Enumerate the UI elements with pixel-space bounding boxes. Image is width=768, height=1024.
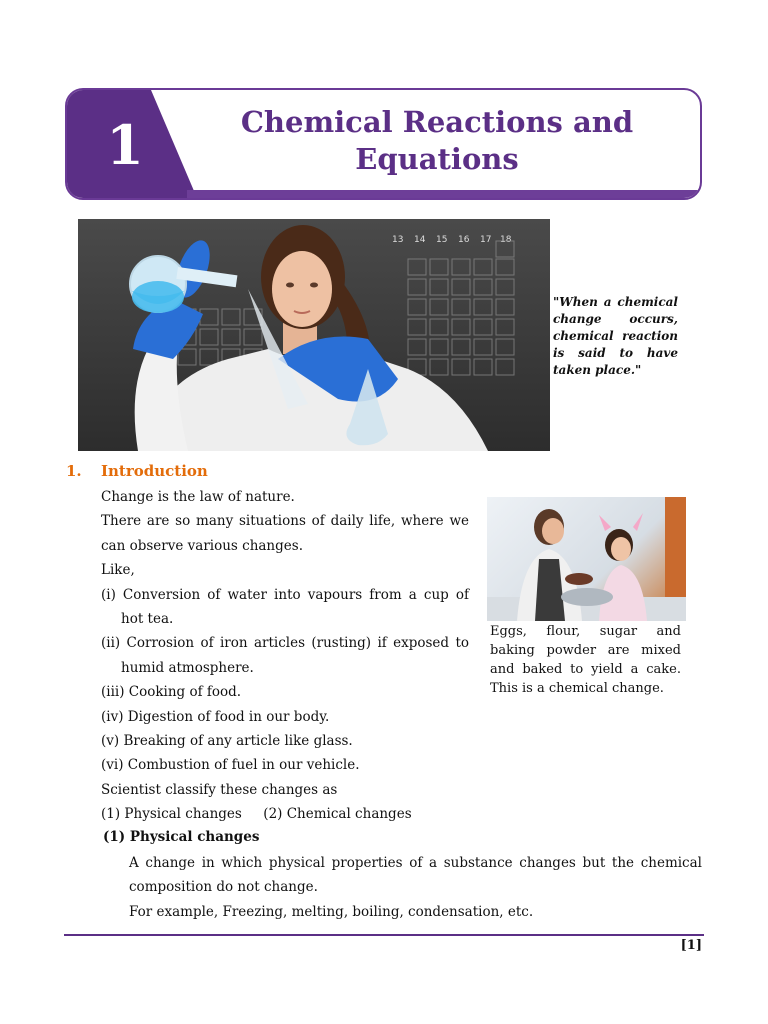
- intro-list-item: (iv) Digestion of food in our body.: [101, 708, 330, 725]
- table-number: 16: [458, 235, 470, 245]
- chapter-title-line1: Chemical Reactions and: [240, 105, 634, 139]
- table-number: 15: [436, 235, 448, 245]
- table-number: 13: [392, 235, 404, 245]
- page-number: [1]: [680, 938, 702, 953]
- chapter-number: 1: [106, 113, 144, 177]
- intro-list-item: (v) Breaking of any article like glass.: [101, 733, 353, 750]
- physical-changes-example: For example, Freezing, melting, boiling, condensation, etc.: [129, 903, 534, 920]
- intro-list-item: (vi) Combustion of fuel in our vehicle.: [101, 757, 360, 774]
- physical-changes-text: [129, 851, 702, 924]
- chemist-photo: [78, 219, 550, 451]
- physical-changes-heading: (1) Physical changes: [103, 829, 260, 845]
- intro-line: Like,: [101, 562, 135, 579]
- chemist-illustration: [78, 219, 550, 451]
- section-title: Introduction: [101, 462, 208, 480]
- table-number: 17: [480, 235, 492, 245]
- intro-line: Scientist classify these changes as: [101, 781, 338, 798]
- intro-list-item: (iii) Cooking of food.: [101, 684, 242, 701]
- banner-strip: [187, 190, 702, 198]
- footer-rule: [64, 934, 704, 936]
- intro-text: [101, 485, 469, 827]
- intro-line: Change is the law of nature.: [101, 489, 295, 505]
- physical-changes-definition: A change in which physical properties of a substance changes but the chemical composition do not change.: [129, 855, 702, 896]
- intro-list-item: (i) Conversion of water into vapours from a cup of hot tea.: [101, 586, 469, 628]
- baking-photo: [487, 497, 686, 621]
- baking-caption: Eggs, flour, sugar and baking powder are mixed and baked to yield a cake. This is a chemical change.: [490, 624, 681, 696]
- chapter-title: [237, 104, 637, 178]
- intro-line: There are so many situations of daily life, where we can observe various changes.: [101, 513, 469, 554]
- chapter-banner: [65, 88, 702, 200]
- change-types: (1) Physical changes (2) Chemical changes: [101, 806, 412, 823]
- intro-list-item: (ii) Corrosion of iron articles (rusting) if exposed to humid atmosphere.: [101, 635, 469, 676]
- table-number: 18: [500, 235, 512, 245]
- baking-illustration: [487, 497, 686, 621]
- chapter-quote: "When a chemical change occurs, chemical reaction is said to have taken place.": [553, 295, 678, 377]
- table-number: 14: [414, 235, 426, 245]
- section-number: 1.: [66, 462, 82, 480]
- chapter-title-line2: Equations: [355, 142, 519, 176]
